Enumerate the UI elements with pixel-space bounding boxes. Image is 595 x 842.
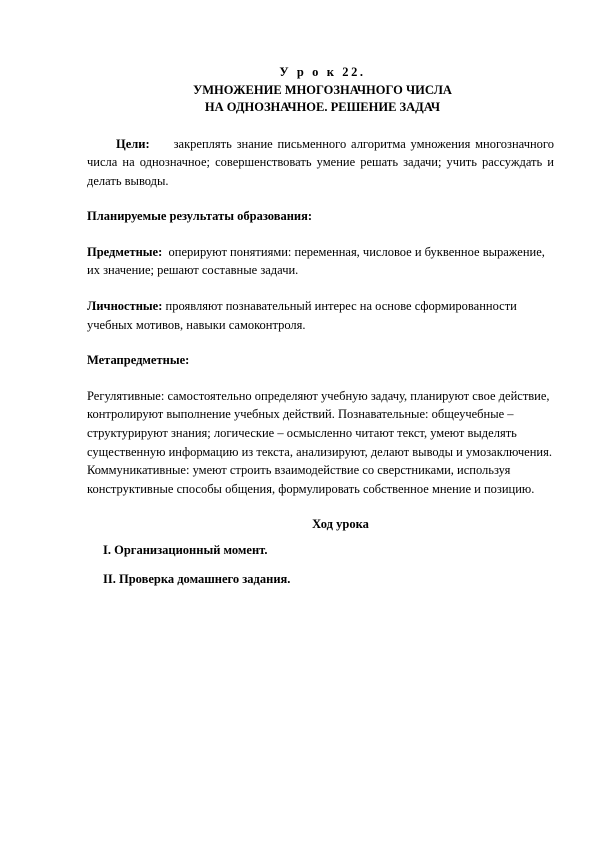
personal-results xyxy=(87,297,554,334)
subject-results xyxy=(87,243,554,280)
lesson-title-line2: НА ОДНОЗНАЧНОЕ. РЕШЕНИЕ ЗАДАЧ xyxy=(204,100,441,114)
results-heading: Планируемые результаты образования: xyxy=(87,209,313,224)
course-heading: Ход урока xyxy=(312,517,369,532)
course-step-2: II. Проверка домашнего задания. xyxy=(103,571,291,586)
lesson-title-line1: УМНОЖЕНИЕ МНОГОЗНАЧНОГО ЧИСЛА xyxy=(193,82,452,97)
subject-text: оперируют понятиями: переменная, числовое и буквенное выражение, их значение; решают составные задачи. xyxy=(87,244,545,278)
personal-text: проявляют познавательный интерес на основе сформированности учебных мотивов, навыки самоконтроля. xyxy=(87,299,517,332)
meta-heading: Метапредметные: xyxy=(87,353,190,368)
subject-label: Предметные: xyxy=(87,244,163,259)
lesson-title-block xyxy=(91,64,554,117)
meta-results-text: Регулятивные: самостоятельно определяют учебную задачу, планируют свое действие, контролируют выполнение учебных действий. Познавательные: общеучебные – структурируют знания; логические – осмысленно читают текст, умеют выделять существенную информацию из текста, анализируют, делают выводы и умозаключения. Коммуникативные: умеют строить взаимодействие со сверстниками, используя конструктивные способы общения, формулировать собственное мнение и позицию. xyxy=(87,388,552,496)
personal-label: Личностные: xyxy=(87,299,163,314)
lesson-number: У р о к 22. xyxy=(279,65,366,79)
course-step-1: I. Организационный момент. xyxy=(103,543,268,557)
document-page xyxy=(87,64,554,588)
goals-text: закреплять знание письменного алгоритма умножения многозначного числа на однозначное; совершенствовать умение решать задачи; учить рассуждать и делать выводы. xyxy=(87,136,554,188)
goals-label: Цели: xyxy=(116,136,150,151)
lesson-goals xyxy=(87,135,554,191)
